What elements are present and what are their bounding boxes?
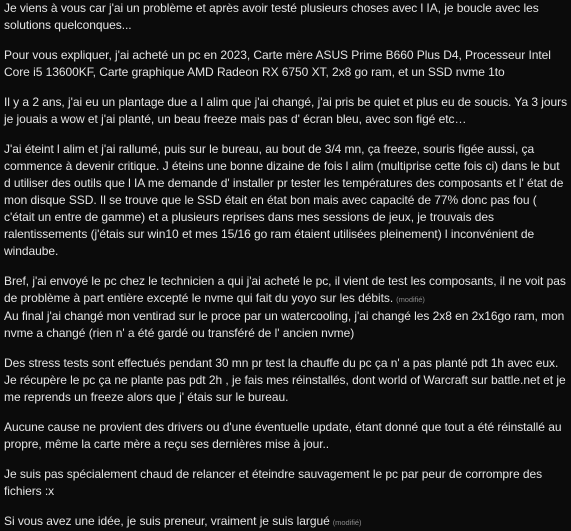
paragraph-text: Je suis pas spécialement chaud de relancer et éteindre sauvagement le pc par peur de corrompre des fichiers :x	[4, 467, 543, 498]
paragraph-text: Pour vous expliquer, j'ai acheté un pc en 2023, Carte mère ASUS Prime B660 Plus D4, Processeur Intel Core i5 13600KF, Carte graphique AMD Radeon RX 6750 XT, 2x8 go ram, et un SSD nvme 1to	[4, 48, 551, 79]
paragraph-text: Aucune cause ne provient des drivers ou d'une éventuelle update, étant donné que tout a été réinstallé au propre, même la carte mère a reçu ses dernières mise à jour..	[4, 420, 562, 451]
post-paragraph	[4, 0, 569, 34]
post-paragraph	[4, 513, 569, 531]
post-paragraph	[4, 273, 569, 308]
paragraph-text: Je viens à vous car j'ai un problème et après avoir testé plusieurs choses avec l IA, je boucle avec les solutions quelconques...	[4, 1, 539, 32]
edited-marker[interactable]: (modifié)	[396, 295, 425, 304]
paragraph-text: Des stress tests sont effectués pendant 30 mn pr test la chauffe du pc ça n' a pas planté pdt 1h avec eux. Je récupère le pc ça ne plante pas pdt 2h , je fais mes réinstallés, dont world of Warcraft sur battle.net et je me reprends un freeze alors que j' étais sur le bureau.	[4, 356, 566, 404]
paragraph-text: Si vous avez une idée, je suis preneur, vraiment je suis largué	[4, 514, 330, 528]
post-paragraph	[4, 355, 569, 406]
post-paragraph	[4, 141, 569, 260]
post-paragraph	[4, 47, 569, 81]
paragraph-text: J'ai éteint l alim et j'ai rallumé, puis sur le bureau, au bout de 3/4 mn, ça freeze, souris figée aussi, ça commence à devenir critique. J éteins une bonne dizaine de fois l alim (multiprise cette fois ci) dans le but d utiliser des outils que l IA me demande d' installer pr tester les températures des composants et l' état de mon disque SSD. Il se trouve que le SSD était en état bon mais avec capacité de 77% donc pas fou ( c'était un entre de gamme) et a plusieurs reprises dans mes sessions de jeux, je trouvais des ralentissements (j'étais sur win10 et mes 15/16 go ram étaient utilisées pleinement) l inconvénient de windaube.	[4, 142, 564, 258]
paragraph-text: Bref, j'ai envoyé le pc chez le technicien a qui j'ai acheté le pc, il vient de test les composants, il ne voit pas de problème à part entière excepté le nvme qui fait du yoyo sur les débits.	[4, 274, 566, 305]
paragraph-text: Au final j'ai changé mon ventirad sur le proce par un watercooling, j'ai changé les 2x8 en 2x16go ram, mon nvme a changé (rien n' a été gardé ou transféré de l' ancien nvme)	[4, 309, 565, 340]
edited-marker[interactable]: (modifié)	[332, 518, 362, 527]
post-paragraph	[4, 308, 569, 342]
post-paragraph	[4, 466, 569, 500]
post-paragraph	[4, 419, 569, 453]
paragraph-text: Il y a 2 ans, j'ai eu un plantage due a l alim que j'ai changé, j'ai pris be quiet et plus eu de soucis. Ya 3 jours je jouais a wow et j'ai planté, un beau freeze mais pas d' écran bleu, avec son figé etc…	[4, 95, 568, 126]
post-paragraph	[4, 94, 569, 128]
